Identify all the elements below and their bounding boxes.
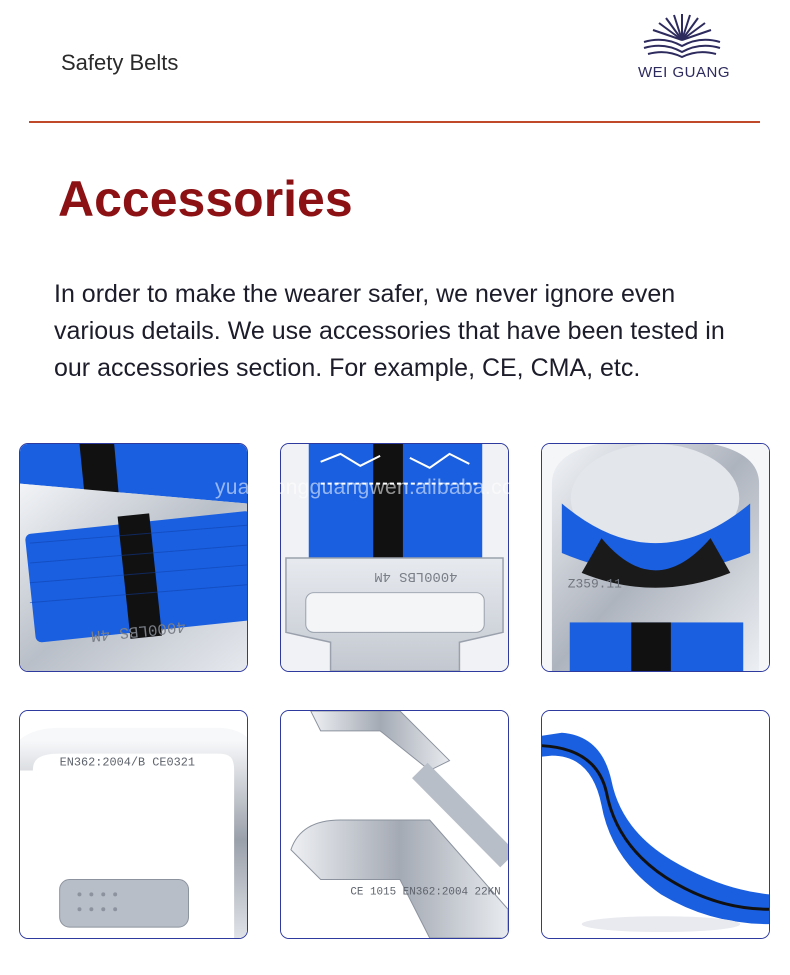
engraving-label: 4000LBS 4M [374,567,458,584]
engraving-label: Z359.11 [567,576,622,592]
engraving-label: EN362:2004/B CE0321 [59,755,196,770]
intro-paragraph: In order to make the wearer safer, we never ignore even various details. We use accessories that have been tested in our accessories section. For example, CE, CMA, etc. [54,280,725,382]
scaffold-hook-photo [280,710,509,939]
page-title: Accessories [58,171,353,227]
engraving-label: 4000LBS 4M [90,616,187,645]
watermark-text: yuandongguangwen.alibaba.com [215,476,532,499]
engraving-label: CE 1015 EN362:2004 22KN [350,886,501,899]
sunrise-logo-icon [640,12,724,58]
d-ring-photo [541,443,770,672]
screw-gate-carabiner-photo [19,710,248,939]
adjuster-buckle-photo [19,443,248,672]
brand-name: WEI GUANG [637,64,730,81]
header-divider [29,121,760,123]
webbing-strap-photo [541,710,770,939]
brand-header [0,0,790,125]
brand-logo [624,12,744,87]
section-label: Safety Belts [61,50,179,75]
